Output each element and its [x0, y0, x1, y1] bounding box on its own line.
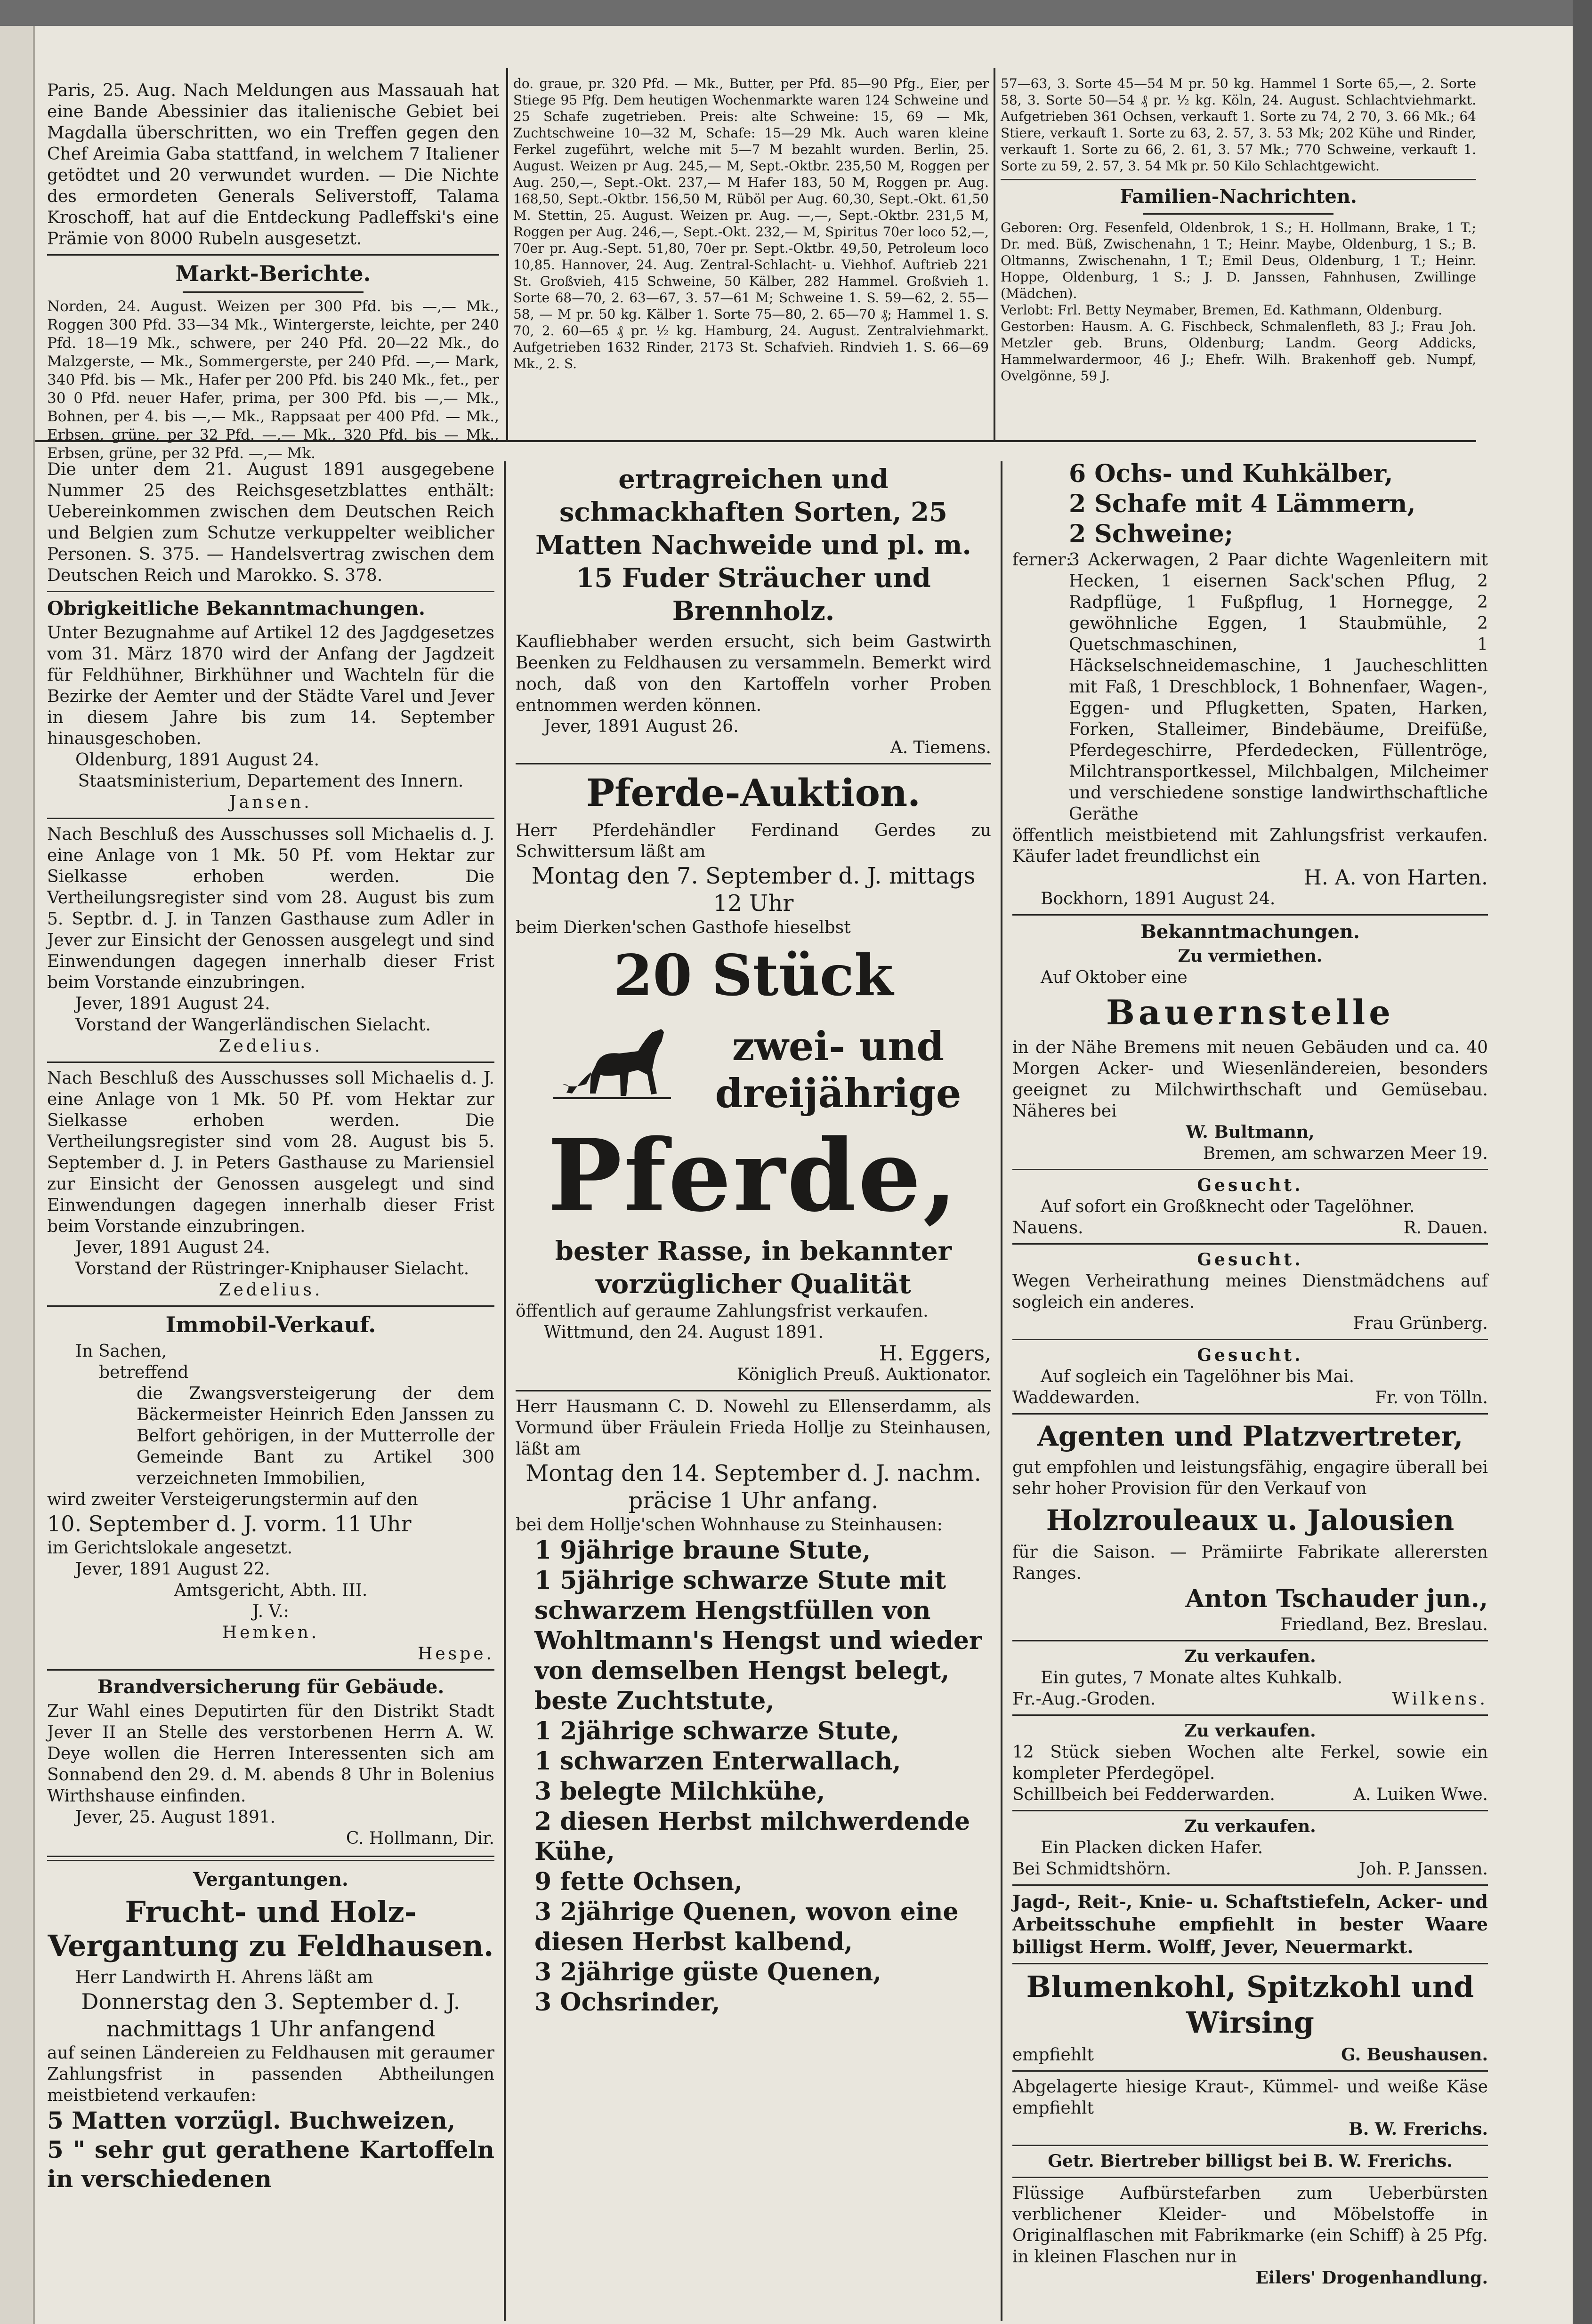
- column-rule: [506, 68, 508, 440]
- harten-sign: H. A. von Harten.: [1303, 866, 1488, 890]
- familien-title: Familien-Nachrichten.: [1120, 185, 1357, 208]
- immobil-line4: wird zweiter Versteigerungstermin auf den: [47, 1490, 418, 1509]
- obrig-text: Unter Bezugnahme auf Artikel 12 des Jagdgesetzes vom 31. März 1870 wird der Anfang der Jagdzeit für Feldhühner, Birkhühner und Wachteln für die Bezirke der Aemter und der Städte Varel und Jever in diesem Jahre bis zum 14. September hinausgeschoben.: [47, 623, 494, 748]
- divider: [47, 1061, 494, 1063]
- middle-column: [516, 459, 991, 2318]
- pferde-big: Pferde,: [547, 1118, 960, 1234]
- gesucht3-sign: Fr. von Tölln.: [1375, 1388, 1488, 1407]
- verk3-text: Ein Placken dicken Hafer.: [1041, 1838, 1263, 1858]
- bultmann-addr: Bremen, am schwarzen Meer 19.: [1203, 1144, 1488, 1163]
- gesucht3-place: Waddewarden.: [1012, 1388, 1140, 1407]
- vergantung-continuation: ertragreichen und schmackhaften Sorten, 25 Matten Nachweide und pl. m. 15 Fuder Sträucher und Brennholz.: [535, 464, 971, 627]
- gesucht1-footer: [1012, 1217, 1488, 1238]
- tschauder-addr: Friedland, Bez. Breslau.: [1280, 1615, 1488, 1634]
- market-reports-koeln: 57—63, 3. Sorte 45—54 M pr. 50 kg. Hammel 1 Sorte 65,—, 2. Sorte 58, 3. Sorte 50—54 ₰ pr. ½ kg. Köln, 24. August. Schlachtviehmarkt. Aufgetrieben 361 Ochsen, verkauft 1. Sorte zu 74, 2 70, 3. 66 Mk.; 64 Stiere, verkauft 1. Sorte zu 63, 2. 57, 3. 53 Mk; 202 Kühe und Rinder, verkauft 1. Sorte zu 66, 2. 61, 3. 57 Mk.; 770 Schweine, verkauft 1. Sorte zu 59, 2. 57, 3. 54 Mk pr. 50 Kilo Schlachtgewicht.: [1001, 76, 1476, 174]
- siel2-sign: Vorstand der Rüstringer-Kniphauser Sielacht.: [75, 1259, 469, 1279]
- frucht-item1: 5 Matten vorzügl. Buchweizen,: [47, 2107, 456, 2134]
- verk2-title: Zu verkaufen.: [1184, 1721, 1316, 1741]
- blumen-title: Blumenkohl, Spitzkohl und Wirsing: [1026, 1970, 1474, 2040]
- siel1-date: Jever, 1891 August 24.: [75, 994, 270, 1013]
- frucht-date: Donnerstag den 3. September d. J. nachmittags 1 Uhr anfangend: [81, 1989, 461, 2042]
- list-item: 1 5jährige schwarze Stute mit schwarzem Hengstfüllen von Wohltmann's Hengst und wieder von demselben Hengst belegt, beste Zuchtstute,: [534, 1566, 982, 1715]
- pferde-rasse: bester Rasse, in bekannter vorzüglicher Qualität: [555, 1236, 952, 1300]
- paris-report: Paris, 25. Aug. Nach Meldungen aus Massauah hat eine Bande Abessinier das italienische Gebiet bei Magdalla überschritten, wo ein Treffen gegen den Chef Areimia Gaba stattfand, in welchem 7 Italiener getödtet und 20 verwundet wurden. — Die Nichte des ermordeten Generals Seliverstoff, Talama Kroschoff, hat auf die Entdeckung Padleffski's eine Prämie von 8000 Rubeln ausgesetzt.: [47, 81, 499, 249]
- list-item: 3 2jährige Quenen, wovon eine diesen Herbst kalbend,: [534, 1898, 959, 1956]
- siel2-sign-name: Zedelius.: [218, 1280, 323, 1300]
- divider: [47, 1856, 494, 1861]
- pferde-text1: Herr Pferdehändler Ferdinand Gerdes zu Schwittersum läßt am: [516, 821, 991, 861]
- vermiethen: Zu vermiethen.: [1178, 946, 1323, 966]
- gesucht3-title: Gesucht.: [1197, 1345, 1303, 1365]
- list-item: 1 schwarzen Enterwallach,: [534, 1747, 901, 1776]
- obrig-date: Oldenburg, 1891 August 24.: [75, 750, 320, 770]
- brand-date: Jever, 25. August 1891.: [75, 1808, 276, 1827]
- verk3-sign: Joh. P. Janssen.: [1359, 1859, 1488, 1879]
- hollje-text2: bei dem Hollje'schen Wohnhause zu Steinhausen:: [516, 1515, 943, 1535]
- pferde-date: Montag den 7. September d. J. mittags 12 Uhr: [531, 863, 976, 917]
- cont-text: Kaufliebhaber werden ersucht, sich beim Gastwirth Beenken zu Feldhausen zu versammeln. Bemerkt wird noch, daß von den Kartoffeln vorher Proben entnommen werden können.: [516, 632, 991, 715]
- cont-items: [1012, 459, 1488, 549]
- column-rule: [504, 461, 506, 2321]
- siel1-sign: Vorstand der Wangerländischen Sielacht.: [75, 1015, 431, 1035]
- jagd-ad: Jagd-, Reit-, Knie- u. Schaftstiefeln, Acker- und Arbeitsschuhe empfiehlt in bester Waare billigst Herm. Wolff, Jever, Neuermarkt.: [1012, 1891, 1488, 1957]
- gesucht2-title: Gesucht.: [1197, 1250, 1303, 1270]
- siel1-sign-name: Zedelius.: [218, 1037, 323, 1056]
- divider: [1012, 1339, 1488, 1340]
- siel2-text: Nach Beschluß des Ausschusses soll Michaelis d. J. eine Anlage von 1 Mk. 50 Pf. vom Hektar zur Sielkasse erhoben werden. Die Vertheilungsregister sind vom 28. August bis 5. September d. J. in Peters Gasthause zu Mariensiel zur Einsicht der Genossen ausgelegt und sind Einwendungen dagegen innerhalb dieser Frist beim Vorstande einzubringen.: [47, 1069, 494, 1236]
- column-rule: [994, 68, 995, 440]
- verk2-footer: [1012, 1784, 1488, 1805]
- immobil-title: Immobil-Verkauf.: [165, 1312, 376, 1337]
- divider: [1012, 1169, 1488, 1170]
- pferde-auktion-title: Pferde-Auktion.: [586, 771, 921, 815]
- ferner-text: 3 Ackerwagen, 2 Paar dichte Wagenleitern mit Hecken, 1 eisernen Sack'schen Pflug, 2 Radpflüge, 1 Fußpflug, 1 Hornegge, 2 gewöhnliche Eggen, 1 Staubmühle, 2 Quetschmaschinen, 1 Häckselschneidemaschine, 1 Jaucheschlitten mit Faß, 1 Dreschblock, 1 Bohnenfaer, Wagen-, Eggen- und Pflugketten, Spaten, Harken, Forken, Stalleimer, Bindebäume, Dreifüße, Pferdegeschirre, Pferdedecken, Füllentröge, Milchtransportkessel, Milchbalgen, Milcheimer und verschiedene sonstige landwirthschaftliche Geräthe: [1069, 550, 1488, 824]
- divider: [47, 254, 499, 256]
- list-item: 1 2jährige schwarze Stute,: [534, 1717, 900, 1745]
- brand-title: Brandversicherung für Gebäude.: [97, 1676, 444, 1698]
- horse-block: [516, 1013, 991, 1117]
- treber-text: Getr. Biertreber billigst bei B. W. Frerichs.: [1048, 2151, 1453, 2171]
- agenten-text: gut empfohlen und leistungsfähig, engagire überall bei sehr hoher Provision für den Verkauf von: [1012, 1458, 1488, 1498]
- divider: [1012, 1714, 1488, 1716]
- ferner-label: ferner:: [1012, 550, 1072, 570]
- divider: [1012, 1810, 1488, 1811]
- gesucht2-text: Wegen Verheirathung meines Dienstmädchens auf sogleich ein anderes.: [1012, 1271, 1488, 1312]
- frucht-text: Herr Landwirth H. Ahrens läßt am: [75, 1968, 373, 1987]
- list-item: 3 Ochsrinder,: [534, 1988, 720, 2017]
- frucht-text2: auf seinen Ländereien zu Feldhausen mit geraumer Zahlungsfrist in passenden Abtheilungen meistbietend verkaufen:: [47, 2043, 494, 2105]
- top-right-column: [1001, 75, 1476, 438]
- horse-icon: [544, 1013, 676, 1108]
- immobil-line2: betreffend: [99, 1363, 189, 1382]
- gesucht3-text: Auf sogleich ein Tagelöhner bis Mai.: [1041, 1367, 1355, 1386]
- immobil-line5: im Gerichtslokale angesetzt.: [47, 1538, 293, 1558]
- immobil-sign2: J. V.:: [252, 1602, 289, 1621]
- immobil-sign1: Amtsgericht, Abth. III.: [174, 1581, 368, 1600]
- immobil-line3: die Zwangsversteigerung der dem Bäckermeister Heinrich Eden Janssen zu Belfort gehörigen, in der Mutterrolle der Gemeinde Bant zu Artikel 300 verzeichneten Immobilien,: [137, 1384, 494, 1488]
- top-middle-column: [513, 75, 989, 438]
- list-item: 2 Schafe mit 4 Lämmern,: [1069, 490, 1416, 518]
- immobil-date: Jever, 1891 August 22.: [75, 1560, 270, 1579]
- market-reports: do. graue, pr. 320 Pfd. — Mk., Butter, per Pfd. 85—90 Pfg., Eier, per Stiege 95 Pfg. Dem heutigen Wochenmarkte waren 124 Schweine und 25 Schafe zugetrieben. Preis: alte Schweine: 15, 69 — Mk, Zuchtschweine 10—32 M, Schafe: 15—29 Mk. Auch waren kleine Ferkel zugeführt, welche mit 5—7 M bezahlt wurden. Berlin, 25. August. Weizen pr Aug. 245,— M, Sept.-Oktbr. 235,50 M, Roggen per Aug. 250,—, Sept.-Okt. 237,— M Hafer 183, 50 M, Roggen pr. Aug. 168,50, Sept.-Oktbr. 156,50 M, Rüböl per Aug. 60,30, Sept.-Okt. 61,50 M. Stettin, 25. August. Weizen pr. Aug. —,—, Sept.-Oktbr. 231,5 M, Roggen per Aug. 246,—, Sept.-Okt. 232,— M, Spiritus 70er loco 52,—, 70er pr. Aug.-Sept. 51,80, 70er pr. Sept.-Oktbr. 49,50, Petroleum loco 10,85. Hannover, 24. Aug. Zentral-Schlacht- u. Viehhof. Auftrieb 221 St. Großvieh, 415 Schweine, 50 Kälber, 282 Hammel. Großvieh 1. Sorte 68—70, 2. 63—67, 3. 57—61 M; Schweine 1. S. 59—62, 2. 55—58, — M pr. 50 kg. Kälber 1. Sorte 75—80, 2. 65—70 ₰; Hammel 1. S. 70, 2. 60—65 ₰ pr. ½ kg. Hamburg, 24. August. Zentralviehmarkt. Aufgetrieben 1632 Rinder, 2173 St. Schafvieh. Rindvieh 1. S. 66—69 Mk., 2. S.: [513, 76, 989, 371]
- bauern-text: in der Nähe Bremens mit neuen Gebäuden und ca. 40 Morgen Acker- und Wiesenländereien, besonders geeignet zu Milchwirthschaft und Gemüsebau. Näheres bei: [1012, 1038, 1488, 1121]
- verk3-footer: [1012, 1858, 1488, 1880]
- scan-shadow: [1573, 0, 1592, 2324]
- pferde-sign2: Königlich Preuß. Auktionator.: [736, 1365, 991, 1384]
- frucht-item2: 5 " sehr gut gerathene Kartoffeln in verschiedenen: [47, 2136, 494, 2193]
- right-column: [1012, 459, 1488, 2318]
- ferner-end: öffentlich meistbietend mit Zahlungsfrist verkaufen. Käufer ladet freundlichst ein: [1012, 826, 1488, 866]
- markt-norden: Norden, 24. August. Weizen per 300 Pfd. bis —,— Mk., Roggen 300 Pfd. 33—34 Mk., Wintergerste, leichte, per 240 Pfd. 18—19 Mk., schwere, per 240 Pfd. 20—22 Mk., do Malzgerste, — Mk., Sommergerste, per 240 Pfd. —,— Mark, 340 Pfd. bis — Mk., Hafer per 200 Pfd. bis 240 Mk., fet., per 30 0 Pfd. neuer Hafer, prima, per 300 Pfd. bis —,— Mk., Bohnen, per 4. bis —,— Mk., Rappsaat per 400 Pfd. — Mk., Erbsen, grüne, per 32 Pfd. —,— Mk., 320 Pfd. bis — Mk., Erbsen, grüne, per 32 Pfd. —,— Mk.: [47, 298, 499, 462]
- verk2-place: Schillbeich bei Fedderwarden.: [1012, 1785, 1275, 1804]
- column-rule: [1001, 461, 1002, 2321]
- harten-date: Bockhorn, 1891 August 24.: [1041, 889, 1276, 909]
- verk2-text: 12 Stück sieben Wochen alte Ferkel, sowie ein kompleter Pferdegöpel.: [1012, 1743, 1488, 1783]
- list-item: 9 fette Ochsen,: [534, 1867, 743, 1896]
- markt-title: Markt-Berichte.: [175, 261, 371, 286]
- divider: [47, 591, 494, 592]
- hollje-date: Montag den 14. September d. J. nachm. präcise 1 Uhr anfang.: [525, 1460, 981, 1514]
- divider: [1012, 1413, 1488, 1415]
- cont-sign: A. Tiemens.: [890, 738, 991, 757]
- verk1-place: Fr.-Aug.-Groden.: [1012, 1689, 1156, 1709]
- divider: [1012, 914, 1488, 916]
- previous-page-edge: [0, 26, 35, 2324]
- siel2-date: Jever, 1891 August 24.: [75, 1238, 270, 1257]
- verk3-place: Bei Schmidtshörn.: [1012, 1859, 1172, 1879]
- divider: [1012, 1243, 1488, 1245]
- verk2-sign: A. Luiken Wwe.: [1353, 1785, 1488, 1804]
- pferde-text2: beim Dierken'schen Gasthofe hieselbst: [516, 918, 851, 937]
- left-column: [47, 459, 494, 2318]
- divider: [1001, 179, 1476, 180]
- obrig-sign-name: Jansen.: [229, 793, 312, 812]
- geboren: Geboren: Org. Fesenfeld, Oldenbrok, 1 S.; H. Hollmann, Brake, 1 T.; Dr. med. Büß, Zwischenahn, 1 T.; Heinr. Maybe, Oldenburg, 1 S.; B. Oltmanns, Zwischenahn, 1 T.; Emil Deus, Oldenburg, 1 T.; Heinr. Hoppe, Oldenburg, 1 S.; J. D. Janssen, Fahnhusen, Zwillinge (Mädchen).: [1001, 220, 1476, 301]
- hollje-text: Herr Hausmann C. D. Nowehl zu Ellenserdamm, als Vormund über Fräulein Frieda Hollje zu Steinhausen, läßt am: [516, 1397, 991, 1459]
- verlobt: Verlobt: Frl. Betty Neymaber, Bremen, Ed. Kathmann, Oldenburg.: [1001, 302, 1442, 318]
- obrig-sign: Staatsministerium, Departement des Innern.: [78, 772, 464, 791]
- verk1-title: Zu verkaufen.: [1184, 1647, 1316, 1666]
- list-item: 6 Ochs- und Kuhkälber,: [1069, 459, 1393, 488]
- top-left-column: [47, 80, 499, 462]
- frucht-title: Frucht- und Holz-Vergantung zu Feldhausen.: [48, 1895, 494, 1963]
- agenten-title: Agenten und Platzvertreter,: [1037, 1420, 1463, 1452]
- divider: [516, 1390, 991, 1391]
- bultmann: W. Bultmann,: [1186, 1122, 1315, 1142]
- blumen-footer: [1012, 2044, 1488, 2066]
- divider: [1012, 2145, 1488, 2146]
- divider: [1012, 1884, 1488, 1886]
- divider: [47, 818, 494, 819]
- verk1-text: Ein gutes, 7 Monate altes Kuhkalb.: [1041, 1668, 1342, 1688]
- okt: Auf Oktober eine: [1041, 968, 1188, 987]
- vergantungen-title: Vergantungen.: [193, 1868, 348, 1890]
- bauernstelle: Bauernstelle: [1106, 992, 1395, 1032]
- gesucht1-text: Auf sofort ein Großknecht oder Tagelöhner.: [1041, 1197, 1415, 1216]
- farben-sign: Eilers' Drogenhandlung.: [1255, 2268, 1488, 2288]
- brand-sign: C. Hollmann, Dir.: [346, 1829, 494, 1848]
- divider: [1143, 213, 1333, 215]
- immobil-line1: In Sachen,: [75, 1342, 167, 1361]
- list-item: 3 belegte Milchkühe,: [534, 1777, 825, 1806]
- pferde-stueck: 20 Stück: [613, 942, 894, 1009]
- brand-text: Zur Wahl eines Deputirten für den Distrikt Stadt Jever II an Stelle des verstorbenen Herrn A. W. Deye wollen die Herren Interessenten sich am Sonnabend den 29. d. M. abends 8 Uhr in Bolenius Wirthshause einfinden.: [47, 1702, 494, 1806]
- verk1-footer: [1012, 1689, 1488, 1710]
- hollje-list: [516, 1536, 991, 2018]
- verk3-title: Zu verkaufen.: [1184, 1817, 1316, 1836]
- divider: [1012, 1963, 1488, 1964]
- pferde-text3: öffentlich auf geraume Zahlungsfrist verkaufen.: [516, 1302, 929, 1321]
- gesucht1-place: Nauens.: [1012, 1218, 1083, 1238]
- kaese-text: Abgelagerte hiesige Kraut-, Kümmel- und weiße Käse empfiehlt: [1012, 2077, 1488, 2118]
- bekannt-title: Bekanntmachungen.: [1140, 921, 1360, 943]
- gesucht3-footer: [1012, 1387, 1488, 1408]
- farben-text: Flüssige Aufbürstefarben zum Ueberbürsten verblichener Kleider- und Möbelstoffe in Originalflaschen mit Fabrikmarke (ein Schiff) à 25 Pfg. in kleinen Flaschen nur in: [1012, 2184, 1488, 2267]
- gesucht2-sign: Frau Grünberg.: [1353, 1314, 1488, 1333]
- divider: [47, 1669, 494, 1671]
- kaese-sign: B. W. Frerichs.: [1349, 2119, 1488, 2139]
- gestorben: Gestorben: Hausm. A. G. Fischbeck, Schmalenfleth, 83 J.; Frau Joh. Metzler geb. Bruns, Oldenburg; Landm. Georg Addicks, Hammelwardermoor, 46 J.; Ehefr. Wilh. Brakenhoff geb. Numpf, Ovelgönne, 59 J.: [1001, 319, 1476, 384]
- immobil-big-date: 10. September d. J. vorm. 11 Uhr: [47, 1511, 412, 1536]
- divider: [47, 1305, 494, 1307]
- divider: [1012, 1640, 1488, 1641]
- reichsgesetz-notice: Die unter dem 21. August 1891 ausgegebene Nummer 25 des Reichsgesetzblattes enthält: Uebereinkommen zwischen dem Deutschen Reich und Belgien zum Schutze verkuppelter weiblicher Personen. S. 375. — Handelsvertrag zwischen dem Deutschen Reich und Marokko. S. 378.: [47, 460, 494, 585]
- list-item: 3 2jährige güste Quenen,: [534, 1958, 882, 1986]
- list-item: 2 diesen Herbst milchwerdende Kühe,: [534, 1807, 970, 1866]
- cont-date: Jever, 1891 August 26.: [544, 717, 739, 736]
- verk1-sign: Wilkens.: [1392, 1689, 1488, 1709]
- obrig-title: Obrigkeitliche Bekanntmachungen.: [47, 597, 425, 619]
- blumen-sign: G. Beushausen.: [1341, 2045, 1488, 2065]
- immobil-sign4: Hespe.: [418, 1644, 494, 1664]
- list-item: 2 Schweine;: [1069, 520, 1233, 548]
- divider: [183, 291, 364, 293]
- divider: [1012, 2070, 1488, 2072]
- immobil-sign3: Hemken.: [222, 1623, 320, 1642]
- gesucht1-sign: R. Dauen.: [1403, 1218, 1488, 1238]
- blumen-label: empfiehlt: [1012, 2045, 1094, 2065]
- divider: [516, 763, 991, 764]
- pferde-sign1: H. Eggers,: [879, 1342, 991, 1366]
- pferde-place: Wittmund, den 24. August 1891.: [544, 1323, 824, 1342]
- holz-text: für die Saison. — Prämiirte Fabrikate allerersten Ranges.: [1012, 1543, 1488, 1583]
- pferde-age: zwei- und dreijährige: [715, 1023, 962, 1117]
- tschauder: Anton Tschauder jun.,: [1185, 1584, 1488, 1613]
- holz-title: Holzrouleaux u. Jalousien: [1046, 1504, 1455, 1537]
- list-item: 1 9jährige braune Stute,: [534, 1536, 871, 1565]
- siel1-text: Nach Beschluß des Ausschusses soll Michaelis d. J. eine Anlage von 1 Mk. 50 Pf. vom Hektar zur Sielkasse erhoben werden. Die Vertheilungsregister sind vom 28. August bis zum 5. Septbr. d. J. in Tanzen Gasthause zum Adler in Jever zur Einsicht der Genossen ausgelegt und sind Einwendungen dagegen innerhalb dieser Frist beim Vorstande einzubringen.: [47, 825, 494, 992]
- ferner-block: [1012, 549, 1488, 825]
- gesucht1-title: Gesucht.: [1197, 1175, 1303, 1195]
- divider: [1012, 2177, 1488, 2178]
